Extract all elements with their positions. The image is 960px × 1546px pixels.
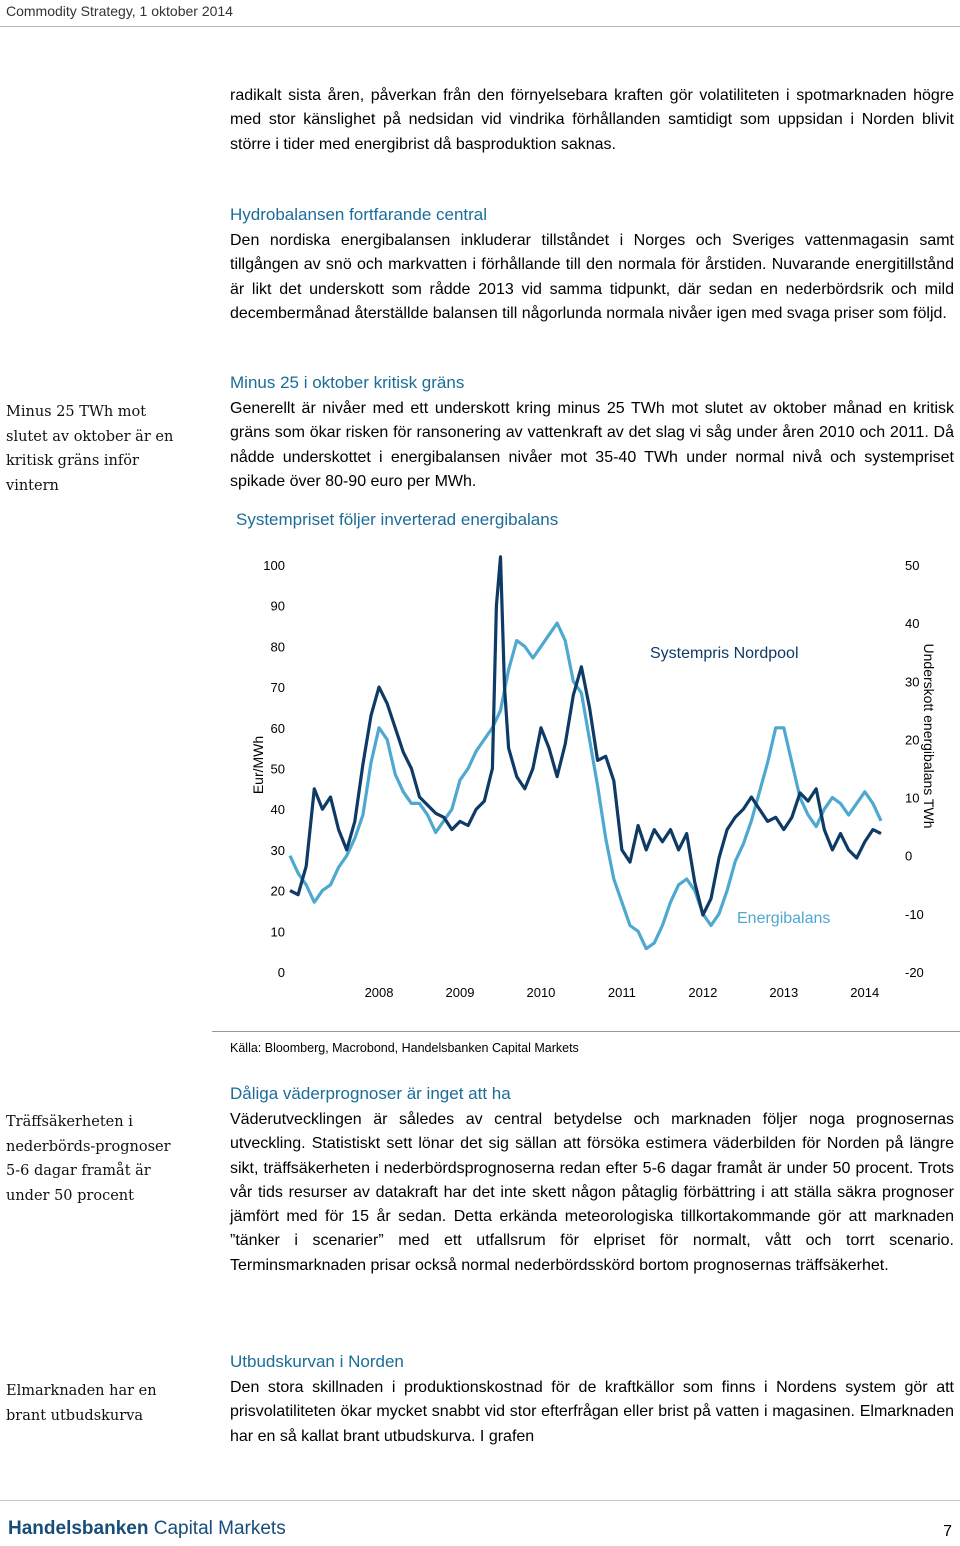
price-balance-chart <box>230 540 960 1020</box>
left-tick-label: 60 <box>270 720 285 736</box>
chart-source: Källa: Bloomberg, Macrobond, Handelsbanken Capital Markets <box>230 1041 579 1055</box>
left-axis-label: Eur/MWh <box>250 735 266 795</box>
handelsbanken-logo <box>8 1518 286 1540</box>
left-tick-label: 20 <box>270 883 285 899</box>
section-hydrobalans <box>230 204 954 326</box>
x-axis-ticks <box>365 985 880 1000</box>
footer-divider <box>0 1500 960 1501</box>
left-tick-label: 80 <box>270 639 285 655</box>
left-tick-label: 0 <box>277 965 285 980</box>
section-heading: Utbudskurvan i Norden <box>230 1352 404 1371</box>
x-tick-label: 2010 <box>526 985 556 1000</box>
page-header <box>0 0 960 27</box>
left-tick-label: 10 <box>270 924 285 940</box>
left-axis-ticks <box>263 558 285 980</box>
section-text: Den stora skillnaden i produktionskostnad för de kraftkällor som finns i Nordens system gör att prisvolatiliteten ökar mycket snabbt vid stor efterfrågan eller brist på vatten i magasinen. Elmarknaden har en så kallat brant utbudskurva. I grafen <box>230 1379 954 1445</box>
left-tick-label: 90 <box>270 598 285 614</box>
right-tick-label: 40 <box>905 616 920 632</box>
section-heading: Minus 25 i oktober kritisk gräns <box>230 373 465 392</box>
margin-note-forecast-accuracy: Träffsäkerheten i nederbörds-prognoser 5-6 dagar framåt är under 50 procent <box>6 1114 171 1204</box>
logo-sub-text: Capital Markets <box>153 1518 286 1539</box>
margin-note-supply-curve: Elmarknaden har en brant utbudskurva <box>6 1383 157 1424</box>
document-title: Commodity Strategy, 1 oktober 2014 <box>6 3 233 19</box>
right-tick-label: 20 <box>905 732 920 748</box>
legend-label-energibalans: Energibalans <box>737 910 831 927</box>
right-tick-label: -20 <box>905 965 924 980</box>
page-number: 7 <box>943 1523 952 1540</box>
right-axis-label: Underskott energibalans TWh <box>921 643 937 829</box>
section-text: Den nordiska energibalansen inkluderar tillståndet i Norges och Sveriges vattenmagasin samt tillgången av snö och markvatten i förhållande till den normala för årstiden. Nuvarande energitillstånd är likt det underskott som rådde 2013 vid samma tidpunkt, där sedan en nederbördsrik och mild decembermånad återställde balansen till någorlunda normala nivåer igen med svaga priser som följd. <box>230 232 954 322</box>
x-tick-label: 2014 <box>850 985 880 1000</box>
source-divider <box>212 1031 960 1032</box>
right-axis-ticks <box>905 558 924 980</box>
left-tick-label: 40 <box>270 802 285 818</box>
section-text: Generellt är nivåer med ett underskott kring minus 25 TWh mot slutet av oktober månad en kritisk gräns som ökar risken för ransonering av vattenkraft av det slag vi såg under åren 2010 och 2011. Då nådde underskottet i energibalansen nivåer mot 35-40 TWh under normal nivå och systempriset spikade över 80-90 euro per MWh. <box>230 400 954 490</box>
right-tick-label: 0 <box>905 848 913 864</box>
x-tick-label: 2008 <box>364 985 394 1000</box>
section-supply-curve <box>230 1351 954 1449</box>
left-tick-label: 50 <box>270 761 285 777</box>
right-tick-label: 50 <box>905 558 920 573</box>
intro-paragraph <box>230 84 954 157</box>
section-minus25 <box>230 372 954 494</box>
x-tick-label: 2009 <box>445 985 475 1000</box>
logo-main-text: Handelsbanken <box>8 1518 149 1539</box>
left-tick-label: 70 <box>270 680 285 696</box>
intro-text: radikalt sista åren, påverkan från den förnyelsebara kraften gör volatiliteten i spotmarknaden högre med stor känslighet på nedsidan vid vindrika förhållanden samtidigt som uppsidan i Norden blivit större i tider med energibrist då basproduktion saknas. <box>230 87 954 153</box>
section-heading: Hydrobalansen fortfarande central <box>230 205 488 224</box>
margin-note-critical-limit: Minus 25 TWh mot slutet av oktober är en kritisk gräns inför vintern <box>6 404 174 494</box>
legend-label-systempris: Systempris Nordpool <box>650 645 799 662</box>
x-tick-label: 2012 <box>688 985 718 1000</box>
right-tick-label: 30 <box>905 674 920 690</box>
section-heading: Dåliga väderprognoser är inget att ha <box>230 1084 511 1103</box>
section-weather-forecasts <box>230 1083 954 1278</box>
chart-heading: Systempriset följer inverterad energibalans <box>236 510 559 529</box>
right-tick-label: -10 <box>905 906 924 922</box>
right-tick-label: 10 <box>905 790 920 806</box>
left-tick-label: 100 <box>263 558 285 573</box>
x-tick-label: 2013 <box>769 985 799 1000</box>
x-tick-label: 2011 <box>607 985 636 1000</box>
section-text: Väderutvecklingen är således av central betydelse och marknaden följer noga prognosernas utveckling. Statistiskt sett lönar det sig sällan att försöka estimera väderbilden för Norden på längre sikt, träffsäkerheten i nederbördsprognoserna redan efter 5-6 dagar framåt är under 50 procent. Trots vår tids resurser av datakraft har det inte skett någon påtaglig förbättring i att ställa säkra prognoser jämfört med för 15 år sedan. Detta erkända meteorologiska tillkortakommande gör att marknaden ”tänker i scenarier” med ett utfallsrum för elpriset för normalt, vått och torrt scenario. Terminsmarknaden prisar också normal nederbördsskörd bortom prognosernas träffsäkerhet. <box>230 1111 954 1274</box>
left-tick-label: 30 <box>270 842 285 858</box>
